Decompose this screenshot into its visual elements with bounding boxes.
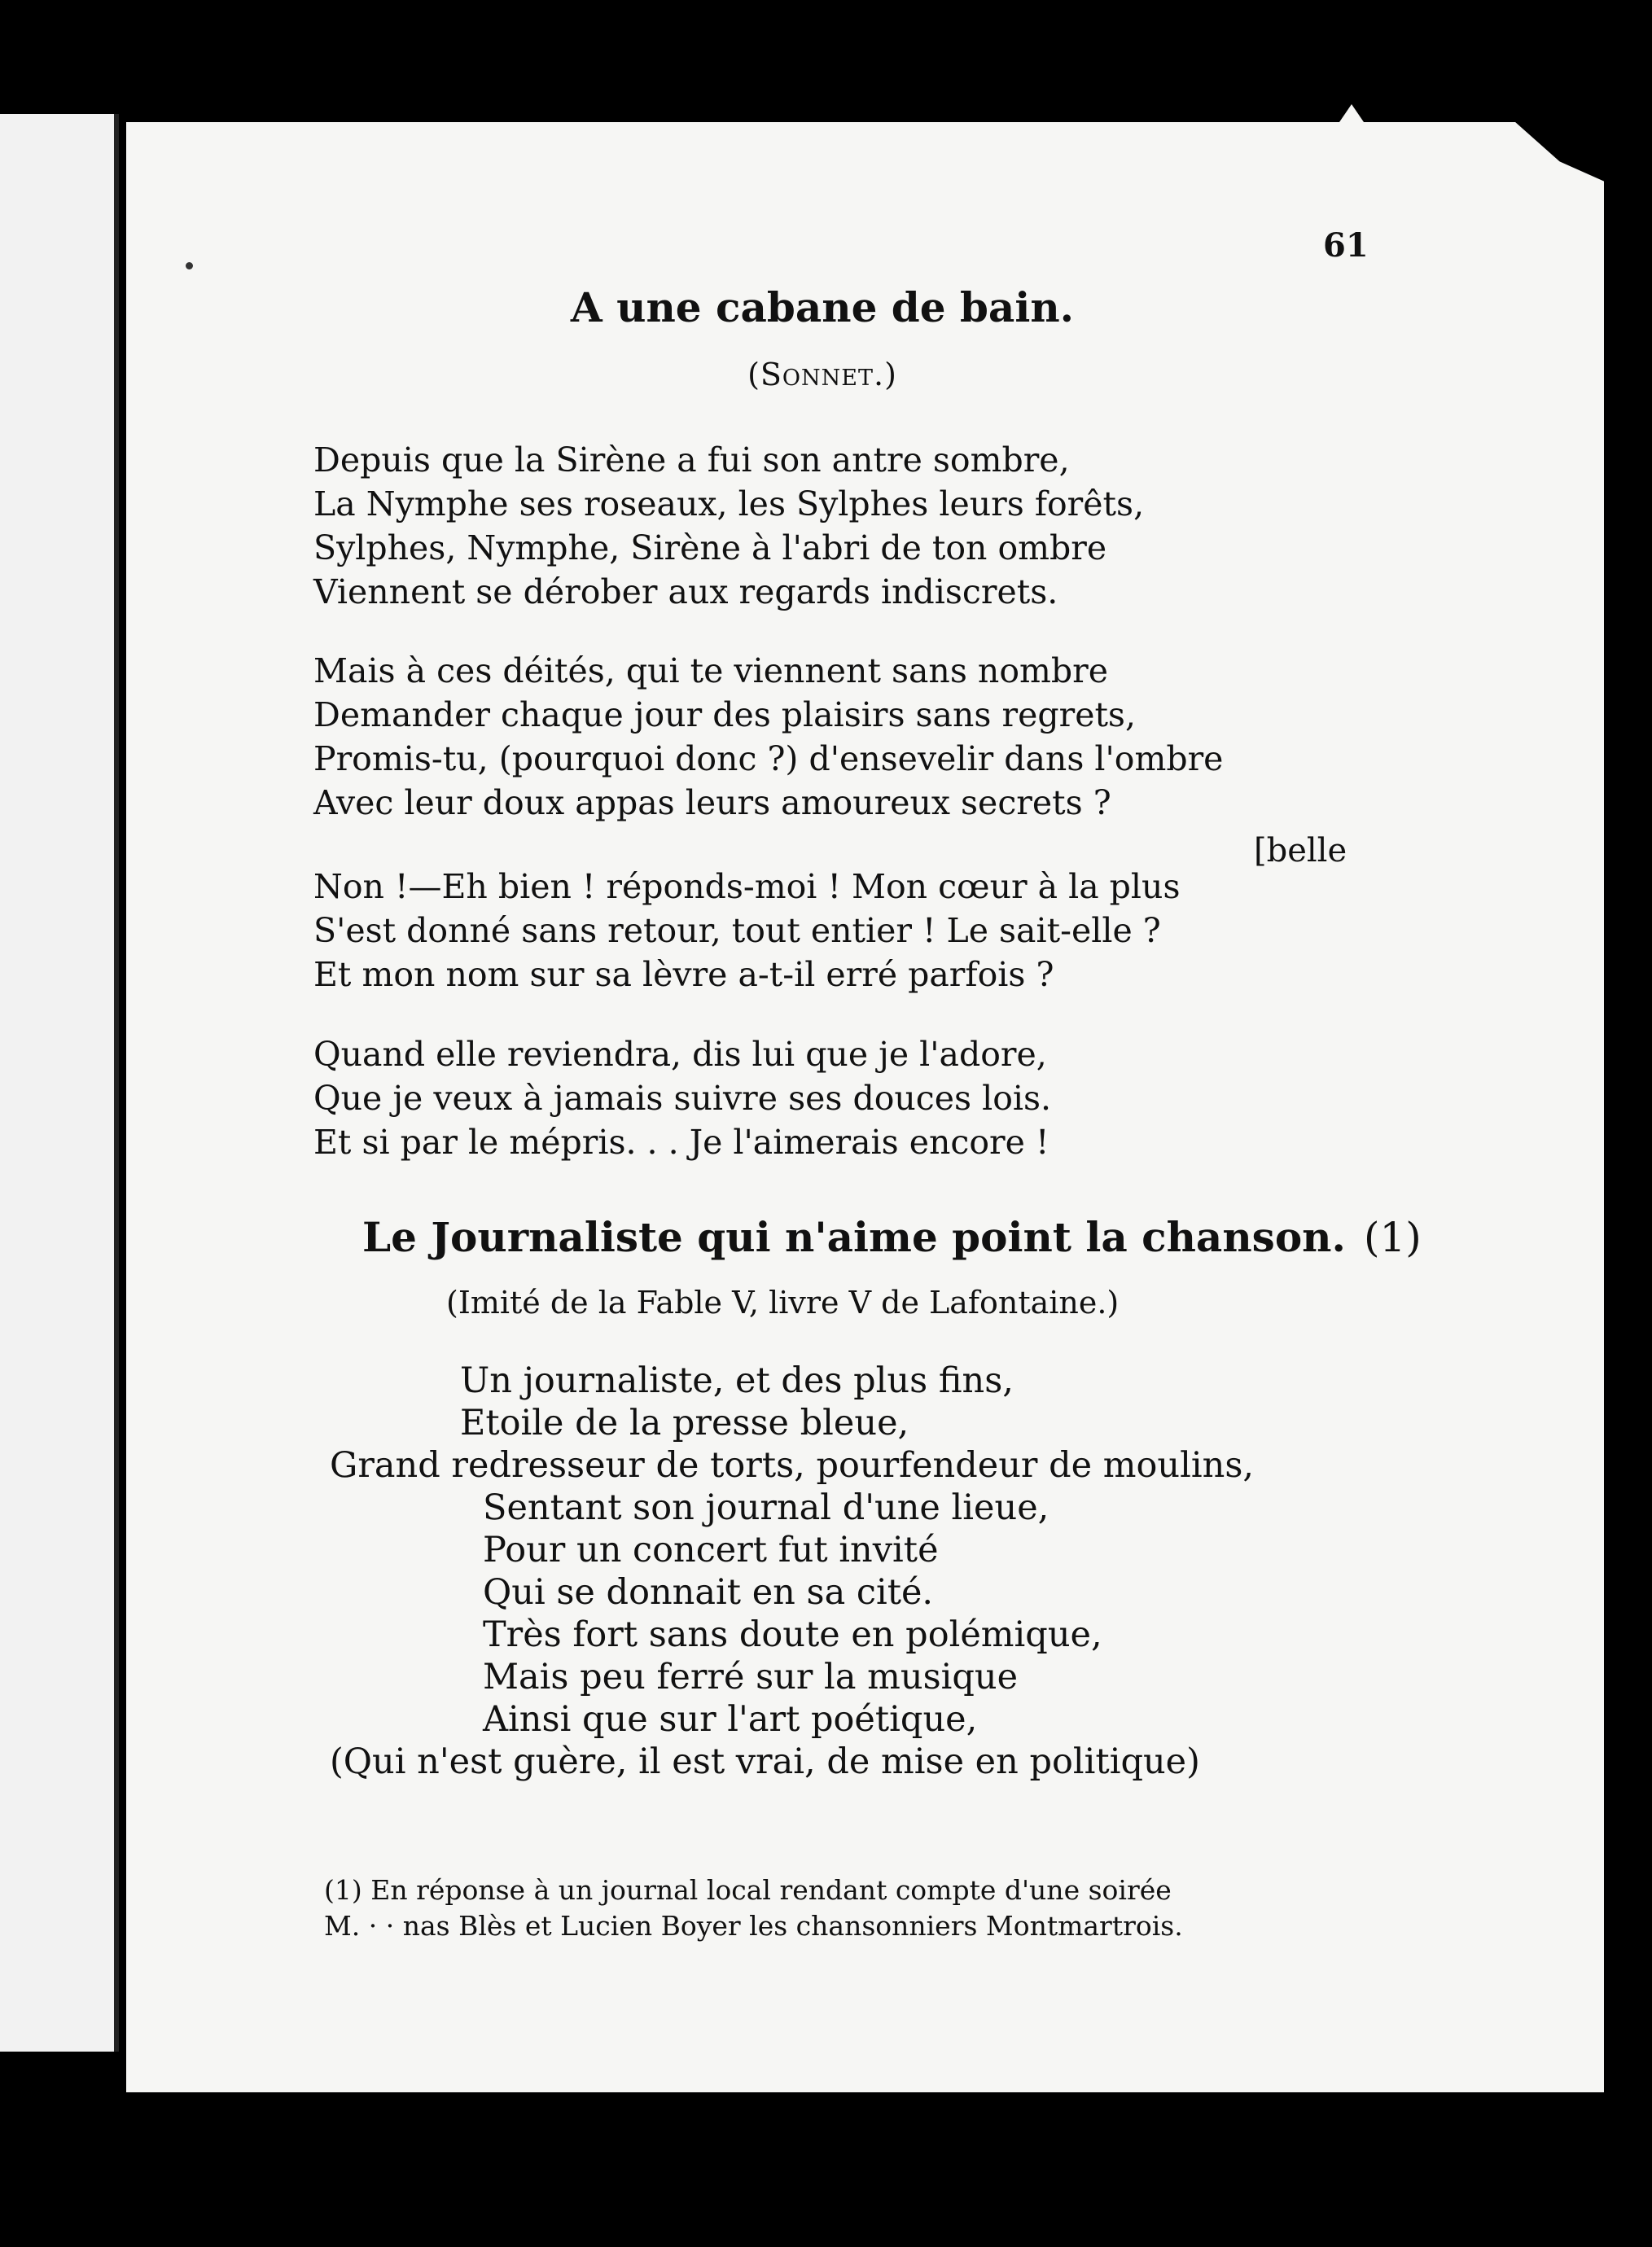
verse-line: Demander chaque jour des plaisirs sans regrets, xyxy=(313,695,1137,734)
page-number: 61 xyxy=(1323,226,1369,265)
verse-line: Un journaliste, et des plus fins, xyxy=(460,1360,1014,1401)
verse-line: Sylphes, Nymphe, Sirène à l'abri de ton ombre xyxy=(313,528,1107,567)
overflow-word: [belle xyxy=(1254,832,1347,869)
footnote-line: M. · · nas Blès et Lucien Boyer les chansonniers Montmartrois. xyxy=(324,1910,1183,1942)
subtitle-open: ( xyxy=(747,357,760,392)
verse-line: Viennent se dérober aux regards indiscrets. xyxy=(313,572,1058,611)
fable-subtitle: (Imité de la Fable V, livre V de Lafontaine.) xyxy=(446,1285,1120,1321)
verse-line: Sentant son journal d'une lieue, xyxy=(483,1487,1049,1528)
sonnet-stanza-4 xyxy=(313,1032,1051,1164)
verse-line: Et mon nom sur sa lèvre a-t-il erré parfois ? xyxy=(313,955,1054,994)
verse-line: Qui se donnait en sa cité. xyxy=(483,1572,934,1613)
verse-line: Mais à ces déités, qui te viennent sans nombre xyxy=(313,651,1108,690)
ink-speck xyxy=(186,262,193,269)
subtitle-close: ) xyxy=(884,357,897,392)
footnote-line: (1) En réponse à un journal local rendant compte d'une soirée xyxy=(324,1874,1172,1906)
verse-line: S'est donné sans retour, tout entier ! Le sait-elle ? xyxy=(313,911,1161,950)
poem-title: A une cabane de bain. xyxy=(570,283,1075,331)
page-corner-fold xyxy=(1327,104,1376,140)
verse-line: Promis-tu, (pourquoi donc ?) d'ensevelir dans l'ombre xyxy=(313,739,1224,778)
verse-line: Très fort sans doute en polémique, xyxy=(483,1614,1102,1655)
subtitle-text: Sonnet. xyxy=(760,357,885,392)
verse-line: Avec leur doux appas leurs amoureux secrets ? xyxy=(313,783,1111,822)
fable-title-text: Le Journaliste qui n'aime point la chanson. xyxy=(362,1213,1346,1261)
left-page-edge xyxy=(0,114,119,2052)
verse-line: La Nymphe ses roseaux, les Sylphes leurs forêts, xyxy=(313,484,1145,523)
poem-subtitle xyxy=(90,357,1555,392)
sonnet-stanza-2 xyxy=(313,649,1223,825)
footnote-reference: (1) xyxy=(1363,1214,1422,1261)
fable-title xyxy=(362,1213,1422,1261)
footnote xyxy=(324,1872,1183,1944)
verse-line: Depuis que la Sirène a fui son antre sombre, xyxy=(313,440,1070,480)
verse-line: Que je veux à jamais suivre ses douces lois. xyxy=(313,1079,1052,1118)
verse-line: Non !—Eh bien ! réponds-moi ! Mon cœur à la plus xyxy=(313,867,1181,906)
fable-verses xyxy=(330,1360,1254,1783)
verse-line: Ainsi que sur l'art poétique, xyxy=(483,1699,978,1740)
sonnet-stanza-3 xyxy=(313,865,1180,996)
verse-line: Et si par le mépris. . . Je l'aimerais encore ! xyxy=(313,1123,1049,1162)
verse-line: Pour un concert fut invité xyxy=(483,1530,939,1570)
verse-line: Mais peu ferré sur la musique xyxy=(483,1657,1019,1697)
sonnet-stanza-1 xyxy=(313,438,1144,614)
verse-line: Etoile de la presse bleue, xyxy=(460,1403,909,1443)
verse-line: Quand elle reviendra, dis lui que je l'adore, xyxy=(313,1035,1047,1074)
verse-line: Grand redresseur de torts, pourfendeur de moulins, xyxy=(330,1445,1255,1486)
verse-line: (Qui n'est guère, il est vrai, de mise en politique) xyxy=(330,1741,1200,1782)
